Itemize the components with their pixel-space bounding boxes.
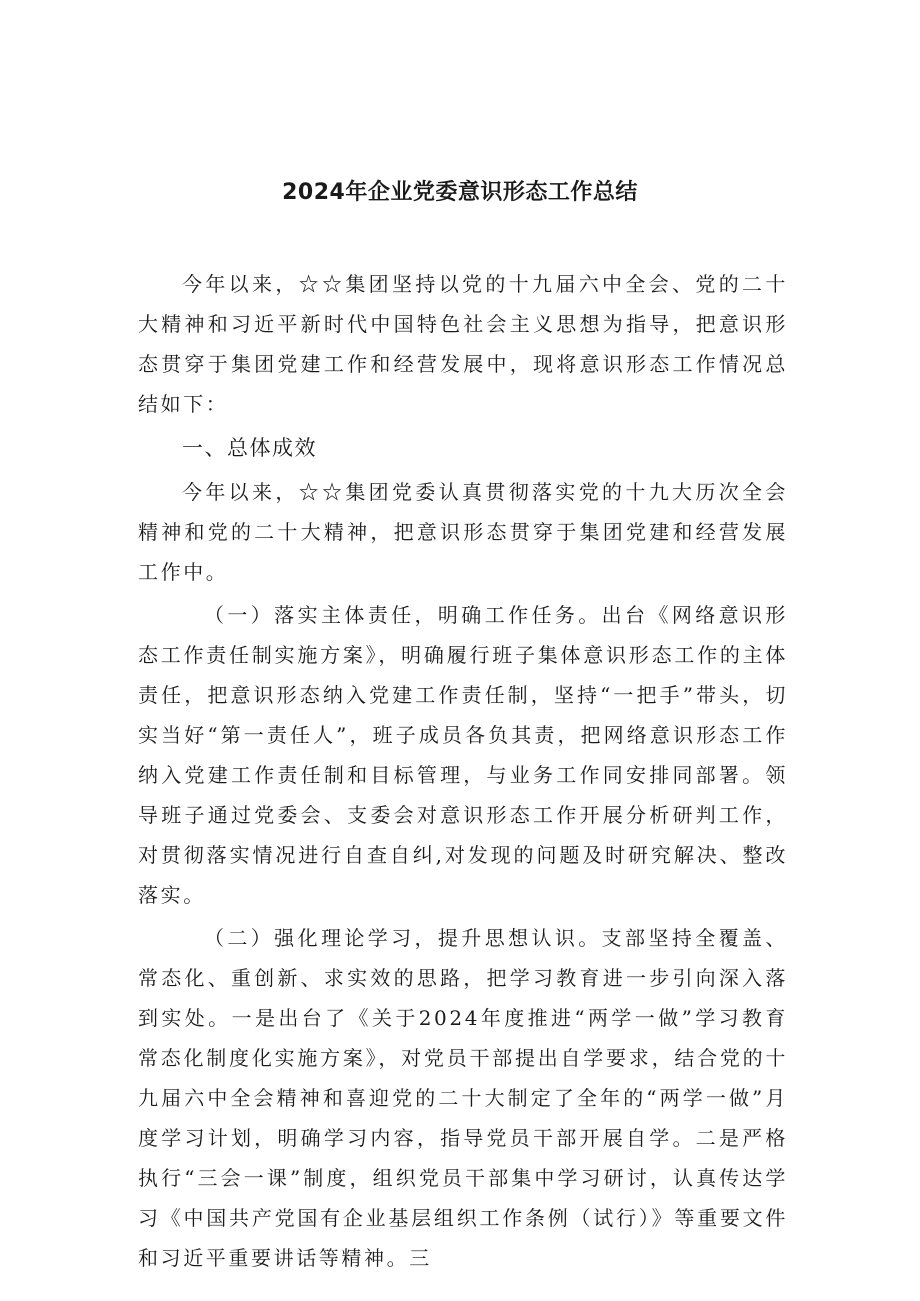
intro-paragraph: 今年以来，☆☆集团坚持以党的十九届六中全会、党的二十大精神和习近平新时代中国特色社会主义思想为指导，把意识形态贯穿于集团党建工作和经营发展中，现将意识形态工作情况总结如下： xyxy=(138,272,788,416)
subsection-2-paragraph: （二）强化理论学习，提升思想认识。支部坚持全覆盖、常态化、重创新、求实效的思路，把学习教育进一步引向深入落到实处。一是出台了《关于2024年度推进“两学一做”学习教育常态化制度化实施方案》，对党员干部提出自学要求，结合党的十九届六中全会精神和喜迎党的二十大制定了全年的“两学一做”月度学习计划，明确学习内容，指导党员干部开展自学。二是严格执行“三会一课”制度，组织党员干部集中学习研讨，认真传达学习《中国共产党国有企业基层组织工作条例（试行）》等重要文件和习近平重要讲话等精神。三 xyxy=(138,926,788,1270)
document-title: 2024年企业党委意识形态工作总结 xyxy=(282,180,638,205)
document-body xyxy=(138,264,788,1278)
section-heading-overall-results: 一、总体成效 xyxy=(182,436,317,460)
section1-paragraph: 今年以来，☆☆集团党委认真贯彻落实党的十九大历次全会精神和党的二十大精神，把意识形态贯穿于集团党建和经营发展工作中。 xyxy=(138,480,788,584)
subsection-1-paragraph: （一）落实主体责任，明确工作任务。出台《网络意识形态工作责任制实施方案》，明确履行班子集体意识形态工作的主体责任，把意识形态纳入党建工作责任制，坚持“一把手”带头，切实当好“第一责任人”，班子成员各负其责，把网络意识形态工作纳入党建工作责任制和目标管理，与业务工作同安排同部署。领导班子通过党委会、支委会对意识形态工作开展分析研判工作，对贯彻落实情况进行自查自纠,对发现的问题及时研究解决、整改落实。 xyxy=(138,603,788,907)
